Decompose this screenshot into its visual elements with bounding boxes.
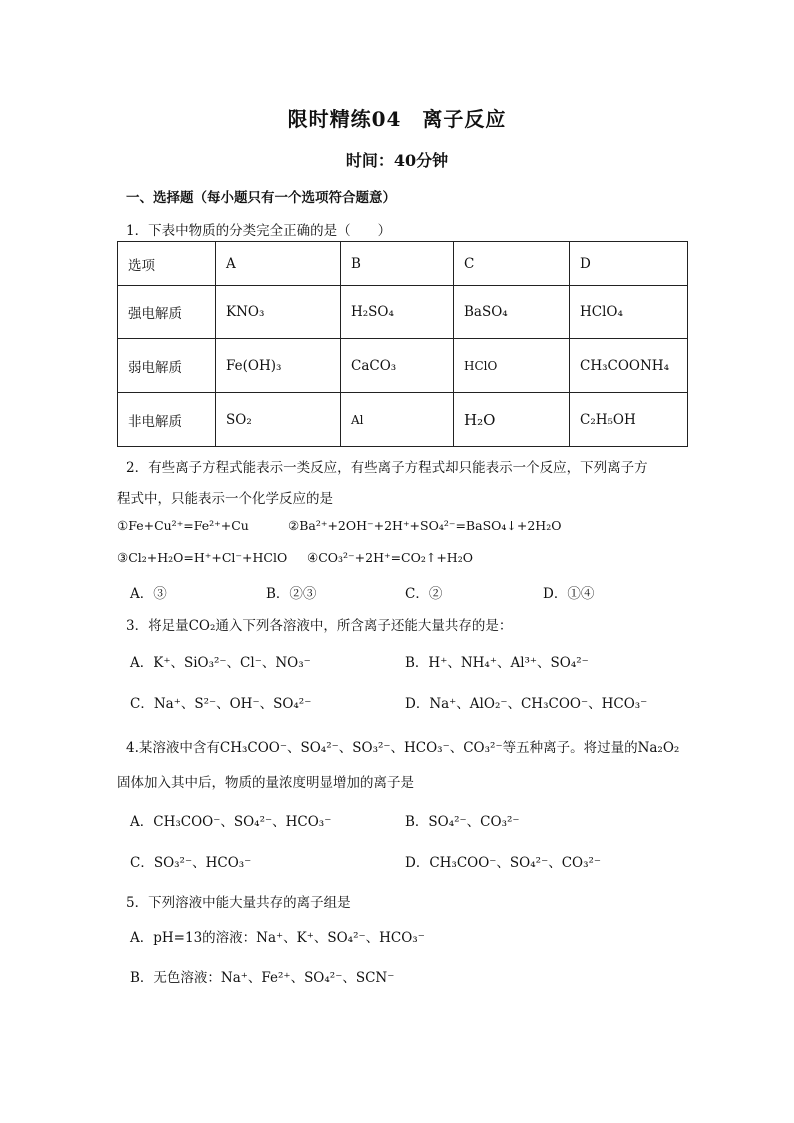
table-cell: BaSO₄ bbox=[454, 286, 570, 339]
table-row bbox=[118, 393, 688, 447]
q2-stem-line2: 程式中，只能表示一个化学反应的是 bbox=[117, 491, 333, 507]
table-cell: Al bbox=[341, 393, 454, 447]
q3-option-d: D．Na⁺、AlO₂⁻、CH₃COO⁻、HCO₃⁻ bbox=[405, 696, 648, 712]
table-cell: KNO₃ bbox=[216, 286, 341, 339]
row-label: 强电解质 bbox=[118, 286, 216, 339]
q2-stem-line1: 2．有些离子方程式能表示一类反应，有些离子方程式却只能表示一个反应，下列离子方 bbox=[126, 460, 648, 476]
q3-option-b: B．H⁺、NH₄⁺、Al³⁺、SO₄²⁻ bbox=[405, 655, 589, 671]
q2-equation-2: ②Ba²⁺+2OH⁻+2H⁺+SO₄²⁻=BaSO₄↓+2H₂O bbox=[288, 518, 562, 533]
table-cell: HClO bbox=[454, 339, 570, 393]
time-limit: 时间：40分钟 bbox=[345, 151, 449, 170]
q2-equation-4: ④CO₃²⁻+2H⁺=CO₂↑+H₂O bbox=[307, 550, 473, 565]
q2-option-c: C．② bbox=[405, 586, 443, 602]
page-title: 限时精练04 离子反应 bbox=[287, 107, 507, 131]
q4-option-d: D．CH₃COO⁻、SO₄²⁻、CO₃²⁻ bbox=[405, 855, 602, 871]
table-header-cell: B bbox=[341, 242, 454, 286]
table-cell: SO₂ bbox=[216, 393, 341, 447]
row-label: 弱电解质 bbox=[118, 339, 216, 393]
q4-option-c: C．SO₃²⁻、HCO₃⁻ bbox=[130, 855, 252, 871]
q3-option-a: A．K⁺、SiO₃²⁻、Cl⁻、NO₃⁻ bbox=[130, 655, 311, 671]
table-cell: C₂H₅OH bbox=[570, 393, 688, 447]
q4-stem-line1: 4.某溶液中含有CH₃COO⁻、SO₄²⁻、SO₃²⁻、HCO₃⁻、CO₃²⁻等五种离子。将过量的Na₂O₂ bbox=[126, 740, 680, 756]
classification-table bbox=[117, 241, 688, 447]
table-header-cell: A bbox=[216, 242, 341, 286]
table-row bbox=[118, 286, 688, 339]
q2-option-d: D．①④ bbox=[543, 586, 595, 602]
table-cell: HClO₄ bbox=[570, 286, 688, 339]
q2-option-b: B．②③ bbox=[266, 586, 317, 602]
q3-stem: 3．将足量CO₂通入下列各溶液中，所含离子还能大量共存的是： bbox=[126, 618, 513, 634]
q4-option-a: A．CH₃COO⁻、SO₄²⁻、HCO₃⁻ bbox=[130, 814, 332, 830]
table-row bbox=[118, 339, 688, 393]
table-cell: CaCO₃ bbox=[341, 339, 454, 393]
table-cell: H₂O bbox=[454, 393, 570, 447]
row-label: 非电解质 bbox=[118, 393, 216, 447]
table-header-cell: D bbox=[570, 242, 688, 286]
table-header-cell: C bbox=[454, 242, 570, 286]
table-cell: CH₃COONH₄ bbox=[570, 339, 688, 393]
q2-equation-1: ①Fe+Cu²⁺=Fe²⁺+Cu bbox=[117, 518, 249, 533]
q5-option-b: B．无色溶液：Na⁺、Fe²⁺、SO₄²⁻、SCN⁻ bbox=[130, 970, 395, 986]
q2-option-a: A．③ bbox=[130, 586, 167, 602]
table-header-row bbox=[118, 242, 688, 286]
q1-stem: 1．下表中物质的分类完全正确的是（ ） bbox=[126, 223, 392, 239]
q4-stem-line2: 固体加入其中后，物质的量浓度明显增加的离子是 bbox=[117, 775, 414, 791]
q5-option-a: A．pH=13的溶液：Na⁺、K⁺、SO₄²⁻、HCO₃⁻ bbox=[130, 930, 425, 946]
q3-option-c: C．Na⁺、S²⁻、OH⁻、SO₄²⁻ bbox=[130, 696, 312, 712]
q5-stem: 5．下列溶液中能大量共存的离子组是 bbox=[126, 895, 351, 911]
table-cell: Fe(OH)₃ bbox=[216, 339, 341, 393]
section-heading: 一、选择题（每小题只有一个选项符合题意） bbox=[126, 190, 396, 206]
q4-option-b: B．SO₄²⁻、CO₃²⁻ bbox=[405, 814, 520, 830]
table-cell: H₂SO₄ bbox=[341, 286, 454, 339]
q2-equation-3: ③Cl₂+H₂O=H⁺+Cl⁻+HClO bbox=[117, 550, 288, 565]
table-header-cell: 选项 bbox=[118, 242, 216, 286]
